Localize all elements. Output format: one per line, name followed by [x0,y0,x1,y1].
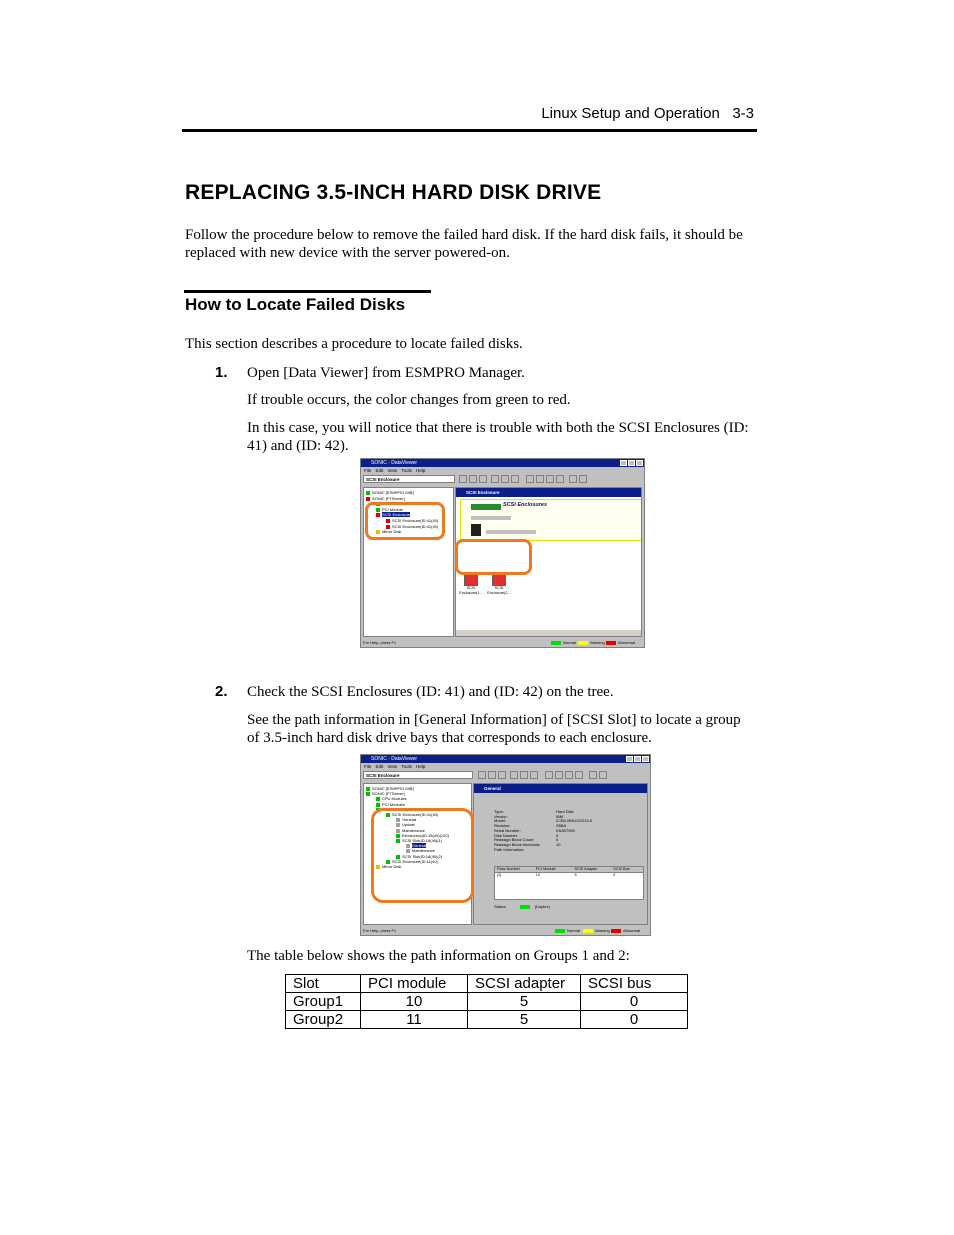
enclosure-graphic [471,516,511,520]
window-titlebar [361,755,650,763]
table-cell: Group2 [286,1011,361,1029]
dataviewer-screenshot-1 [360,458,645,648]
minimize-icon[interactable] [620,460,627,466]
normal-label: Normal [567,928,580,933]
tree-item[interactable]: SONIC [ESMPRO MIB] [366,786,471,791]
subsection-title: How to Locate Failed Disks [185,295,406,314]
object-selector[interactable]: SCSI Enclosure [363,475,455,483]
context-help-icon[interactable] [579,475,587,483]
status-text: For Help, press F1 [363,640,397,645]
table-cell: 0 [581,993,688,1011]
property-row: Reassign Block Count: 0 [494,837,559,843]
warning-swatch [578,641,588,645]
property-row: Type: Hard Disk [494,809,574,814]
module-icon [376,803,380,807]
step-1-number: 1. [215,364,228,381]
property-row: Vendor: IBM [494,813,564,819]
property-row: Reassign Block threshold: 10 [494,841,561,847]
list-view-icon[interactable] [565,771,573,779]
help-icon[interactable] [589,771,597,779]
enclosure-graphic [486,530,536,534]
abnormal-label: Abnormal [623,928,641,933]
paste-icon[interactable] [511,475,519,483]
tree-item[interactable]: Update [366,822,471,827]
folder-icon[interactable] [478,771,486,779]
status-swatch [520,905,530,909]
tree-item[interactable]: SCSI Slot(ID:18(40)(1) [366,838,471,843]
enclosure-1-label[interactable]: SCSI Enclosure(1... [459,586,483,595]
table-header-cell: SCSI adapter [468,975,581,993]
menu-bar[interactable]: File Edit View Tools Help [364,764,426,769]
tree-item[interactable]: SCSI Slot(ID:18(40)(2) [366,854,471,859]
table-cell: 0 [581,1011,688,1029]
detail-pane [473,783,648,925]
toolbar [361,474,644,485]
normal-label: Normal [563,640,576,645]
property-list [494,810,592,852]
subsection-intro: This section describes a procedure to locate failed disks. [185,336,523,352]
status-bar [361,639,644,647]
subsection-rule [184,290,431,293]
server-icon [366,491,370,495]
path-list-row[interactable]: [1] 10 5 0 [497,873,616,877]
large-icons-icon[interactable] [526,475,534,483]
tree-item[interactable]: SONIC [FTServer] [366,791,471,796]
banner-graphic [471,504,501,510]
paste-icon[interactable] [530,771,538,779]
intro-paragraph: Follow the procedure below to remove the failed hard disk. If the hard disk fails, it should be replaced with new device with the server powered-on. [185,227,743,261]
property-row: Serial Number: KN307953 [494,827,575,833]
window-titlebar [361,459,644,467]
abnormal-label: Abnormal [618,640,636,645]
tree-item[interactable]: Maintenance [366,828,471,833]
table-cell: 11 [361,1011,468,1029]
enclosure-icon[interactable] [464,574,478,586]
normal-swatch [551,641,561,645]
path-table [285,974,688,1029]
page-number: 3-3 [732,105,754,122]
window-title: SONIC - DataViewer [371,756,418,762]
table-cell: Group1 [286,993,361,1011]
section-title: REPLACING 3.5-INCH HARD DISK DRIVE [185,181,602,204]
large-icons-icon[interactable] [545,771,553,779]
tree-item[interactable]: Mirror Disk [366,529,453,535]
pane-title: General [474,784,647,793]
step-2-note-1: See the path information in [General Information] of [SCSI Slot] to locate a group of 3.5-inch hard disk drive bays that corresponds to each enclosure. [247,712,741,746]
close-icon[interactable] [636,460,643,466]
table-intro: The table below shows the path information on Groups 1 and 2: [247,948,630,964]
forward-icon[interactable] [498,771,506,779]
abnormal-swatch [611,929,621,933]
table-header-row [286,975,688,993]
small-icons-icon[interactable] [555,771,563,779]
running-header [541,105,754,122]
pane-title: SCSI Enclosure [456,488,641,497]
forward-icon[interactable] [479,475,487,483]
details-view-icon[interactable] [556,475,564,483]
property-row: Disk Number: 0 [494,832,559,838]
details-view-icon[interactable] [575,771,583,779]
table-header-cell: SCSI bus [581,975,688,993]
normal-swatch [555,929,565,933]
tree-item[interactable]: SCSI Enclosure(ID:41(40) [366,518,453,524]
help-icon[interactable] [569,475,577,483]
tree-item[interactable]: Maintenance [366,848,471,853]
header-rule [182,129,757,132]
maximize-icon[interactable] [628,460,635,466]
warning-label: Warning [590,640,605,645]
table-header-cell: PCI module [361,975,468,993]
tree-item[interactable]: CPU Module [366,501,453,507]
tree-item[interactable]: Mirror Disk [366,864,471,869]
copy-icon[interactable] [520,771,528,779]
table-cell: 5 [468,993,581,1011]
path-list-header: Pass Number PCI Module SCSI Adapter SCSI Bus [495,867,643,873]
dataviewer-screenshot-2 [360,754,651,936]
table-header-cell: Slot [286,975,361,993]
step-1-note-1: If trouble occurs, the color changes from green to red. [247,392,571,408]
warning-swatch [583,929,593,933]
tree-item[interactable]: SCSI Enclosure(ID:11(40) [366,859,471,864]
tree-item[interactable]: SONIC [ESMPRO MIB] [366,490,453,496]
tree-item[interactable]: General [366,817,471,822]
enclosure-icon[interactable] [492,574,506,586]
status-field: Status: (Duplex) [494,904,550,909]
property-row: Model: IC35L009UCD210-0 [494,818,593,824]
status-bar [361,927,650,935]
list-view-icon[interactable] [546,475,554,483]
status-text: For Help, press F1 [363,928,397,933]
step-1-text: Open [Data Viewer] from ESMPRO Manager. [247,365,525,381]
window-title: SONIC - DataViewer [371,460,418,466]
tree-item[interactable]: PCI Module [366,507,453,513]
tree-item[interactable]: SONIC [FTServer] [366,496,453,502]
cut-icon[interactable] [510,771,518,779]
abnormal-swatch [606,641,616,645]
server-icon [366,792,370,796]
property-row: Path Information: [494,846,525,852]
cut-icon[interactable] [491,475,499,483]
disk-graphic [471,524,481,536]
tree-item-selected[interactable]: General [366,843,471,848]
object-selector[interactable]: SCSI Enclosure [363,771,473,779]
back-icon[interactable] [488,771,496,779]
step-1-note-2: In this case, you will notice that there is trouble with both the SCSI Enclosures (ID: 41) and (ID: 42). [247,420,749,454]
menu-bar[interactable]: File Edit View Tools Help [364,468,426,473]
toolbar [361,770,650,781]
maximize-icon[interactable] [634,756,641,762]
enclosure-banner [460,499,642,541]
table-cell: 10 [361,993,468,1011]
horizontal-scrollbar[interactable] [456,630,641,636]
server-icon [366,497,370,501]
copy-icon[interactable] [501,475,509,483]
step-2-number: 2. [215,683,228,700]
tree-item[interactable]: SCSI Enclosure(ID:41(40) [366,524,453,530]
step-2-text: Check the SCSI Enclosures (ID: 41) and (ID: 42) on the tree. [247,684,614,700]
folder-icon[interactable] [459,475,467,483]
tree-item[interactable]: SCSI Enclosure(ID:41(40) [366,812,471,817]
tree-highlight [371,808,474,903]
tree-item[interactable]: PCI Modules [366,802,471,807]
warning-label: Warning [595,928,610,933]
enclosure-2-label[interactable]: SCSI Enclosure(2... [487,586,511,595]
tree-item[interactable]: CPU Modules [366,796,471,801]
small-icons-icon[interactable] [536,475,544,483]
back-icon[interactable] [469,475,477,483]
close-icon[interactable] [642,756,649,762]
tree-item[interactable]: SCSI Enclosure [366,807,471,812]
table-row [286,1011,688,1029]
running-title: Linux Setup and Operation [541,105,720,122]
minimize-icon[interactable] [626,756,633,762]
tree-item-selected[interactable]: SCSI Enclosure [366,512,453,518]
table-cell: 5 [468,1011,581,1029]
tree-highlight [365,502,445,540]
property-row: Revision: S5BA [494,823,567,829]
table-row [286,993,688,1011]
context-help-icon[interactable] [599,771,607,779]
banner-title: SCSI Enclosures [503,502,548,508]
icons-highlight [455,539,532,575]
path-info-list[interactable] [494,866,644,900]
tree-item[interactable]: Electronics(ID:18(40)(120) [366,833,471,838]
module-icon [376,797,380,801]
